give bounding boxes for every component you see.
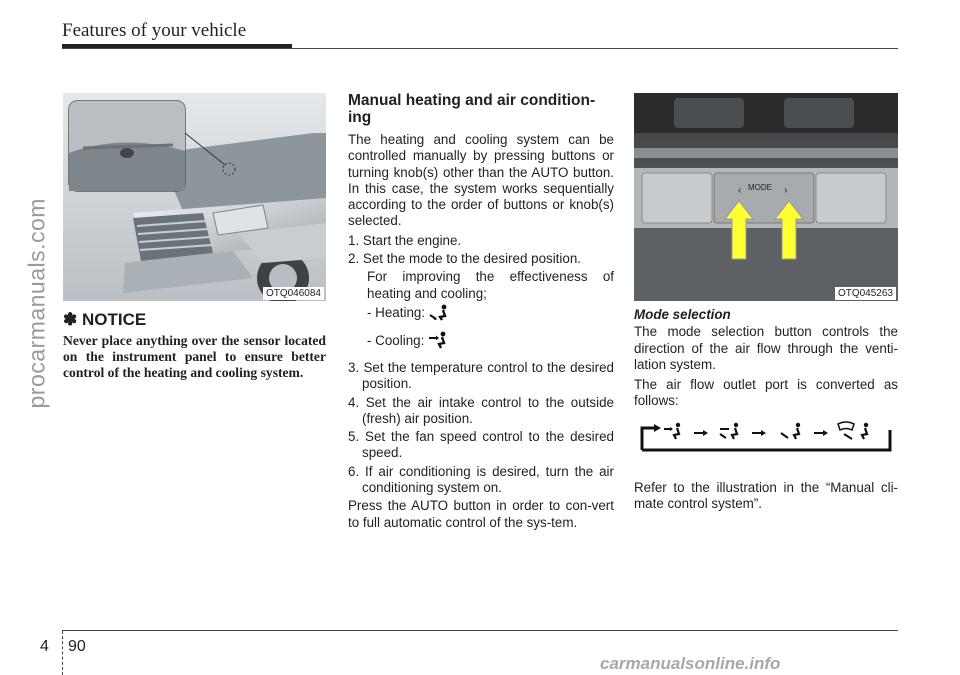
notice-title: ✽ NOTICE <box>63 310 147 329</box>
face-mode-icon <box>428 331 450 351</box>
image-code-label-2: OTQ045263 <box>835 287 896 300</box>
cooling-label: - Cooling: <box>367 332 425 348</box>
panel-illustration <box>634 93 898 301</box>
notice-body: Never place anything over the sensor located on the instrument panel to ensure better control of the heating and cooling system. <box>63 333 326 381</box>
mode-selection-title: Mode selection <box>634 307 731 322</box>
svg-text:‹: ‹ <box>738 185 742 196</box>
heating-mode-line <box>367 302 614 324</box>
watermark-bottom: carmanualsonline.info <box>600 654 781 673</box>
step-1: 1. Start the engine. <box>348 232 462 248</box>
mode-paragraph-3: Refer to the illustration in the “Manual cli-mate control system”. <box>634 480 898 512</box>
mode-paragraph-2: The air flow outlet port is converted as follows: <box>634 377 898 409</box>
sensor-car-image <box>63 93 326 301</box>
header-rule <box>62 48 898 49</box>
mode-cycle-diagram <box>638 420 896 458</box>
step-6: 6. If air conditioning is desired, turn the air conditioning system on. <box>348 463 614 496</box>
floor-defrost-mode-icon <box>838 422 868 439</box>
outro-paragraph: Press the AUTO button in order to con-vert to full automatic control of the sys-tem. <box>348 498 614 530</box>
step-3: 3. Set the temperature control to the desired position. <box>348 359 614 392</box>
mode-paragraph-1: The mode selection button controls the direction of the air flow through the venti-lation system. <box>634 324 898 372</box>
section-title: Manual heating and air condition-ing <box>348 92 596 126</box>
mode-reference-block <box>634 480 898 517</box>
floor-mode-icon <box>429 304 451 322</box>
footer-rule <box>62 630 898 631</box>
bi-level-mode-icon <box>720 423 738 439</box>
mode-selection-section <box>634 307 898 414</box>
step-5: 5. Set the fan speed control to the desired speed. <box>348 429 614 461</box>
step-2: 2. Set the mode to the desired position. <box>348 251 581 267</box>
step-4: 4. Set the air intake control to the outside (fresh) air position. <box>348 394 614 426</box>
footer-divider <box>62 631 64 675</box>
mode-flow-diagram <box>638 420 896 458</box>
page-number: 90 <box>68 638 86 655</box>
intro-paragraph: The heating and cooling system can be controlled manually by pressing buttons or turning knob(s) other than the AUTO button. In this case, the system works sequentially according to the order of buttons or knob(s) selected. <box>348 132 614 229</box>
panel-mode-label: MODE <box>748 183 772 192</box>
heating-label: - Heating: <box>367 304 426 320</box>
svg-text:›: › <box>784 185 788 196</box>
mode-button-image <box>634 93 898 301</box>
cooling-mode-line <box>367 330 614 352</box>
step-2-note: For improving the effectiveness of heating and cooling; <box>367 269 614 301</box>
manual-heating-section <box>348 92 614 531</box>
section-number: 4 <box>40 638 49 655</box>
floor-mode-icon <box>781 423 800 439</box>
car-illustration <box>63 93 326 301</box>
watermark-left: procarmanuals.com <box>23 198 50 409</box>
header-title: Features of your vehicle <box>62 20 247 41</box>
image-code-label: OTQ046084 <box>263 287 324 300</box>
face-mode-icon <box>664 423 680 439</box>
